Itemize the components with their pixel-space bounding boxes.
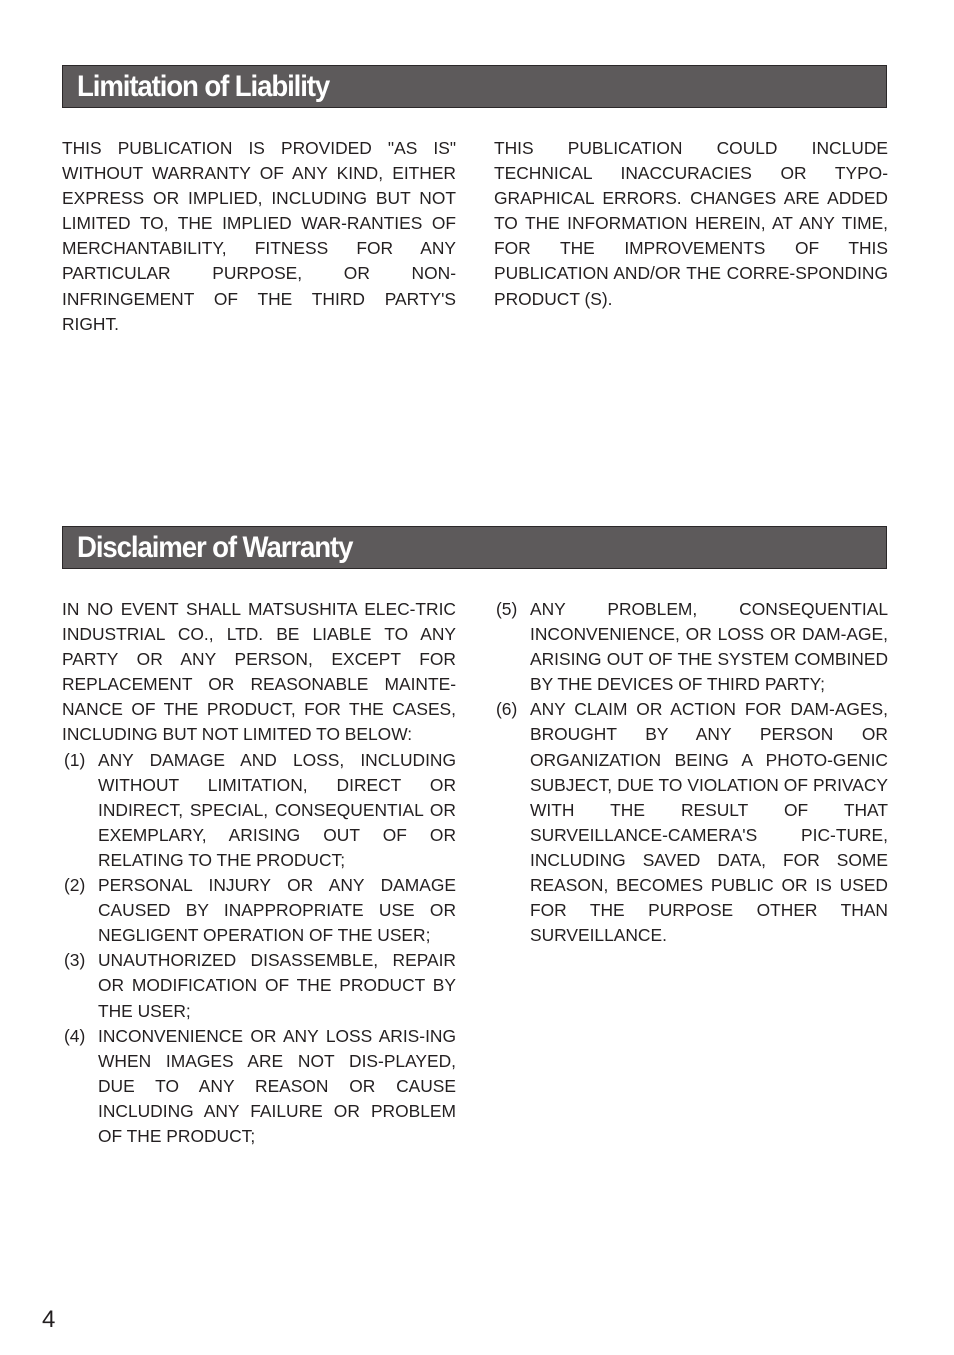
warranty-intro: IN NO EVENT SHALL MATSUSHITA ELEC-TRIC INDUSTRIAL CO., LTD. BE LIABLE TO ANY PARTY OR ANY PERSON, EXCEPT FOR REPLACEMENT OR REASONABLE MAINTE-NANCE OF THE PRODUCT, FOR THE CASES, INCLUDING BUT NOT LIMITED TO BELOW: bbox=[62, 599, 456, 745]
list-item bbox=[62, 1024, 456, 1149]
list-item-number: (4) bbox=[64, 1025, 86, 1046]
list-item bbox=[494, 697, 888, 948]
liability-right-column bbox=[494, 136, 888, 312]
list-item-number: (5) bbox=[496, 599, 518, 619]
list-item bbox=[494, 597, 888, 697]
warranty-list-left bbox=[62, 748, 456, 1150]
warranty-header-bar bbox=[62, 526, 887, 569]
list-item bbox=[62, 948, 456, 1023]
list-item bbox=[62, 748, 456, 873]
list-item-text: PERSONAL INJURY OR ANY DAMAGE CAUSED BY INAPPROPRIATE USE OR NEGLIGENT OPERATION OF THE USER; bbox=[98, 875, 456, 946]
warranty-list-right bbox=[494, 597, 888, 948]
list-item-number: (6) bbox=[496, 699, 518, 720]
list-item-text: ANY PROBLEM, CONSEQUENTIAL INCONVENIENCE, OR LOSS OR DAM-AGE, ARISING OUT OF THE SYSTEM COMBINED BY THE DEVICES OF THIRD PARTY; bbox=[530, 599, 888, 695]
page-number: 4 bbox=[42, 1306, 56, 1333]
list-item-number: (2) bbox=[64, 875, 86, 896]
liability-left-text: THIS PUBLICATION IS PROVIDED "AS IS" WITHOUT WARRANTY OF ANY KIND, EITHER EXPRESS OR IMPLIED, INCLUDING BUT NOT LIMITED TO, THE IMPLIED WAR-RANTIES OF MERCHANTABILITY, FITNESS FOR ANY PARTICULAR PURPOSE, OR NON-INFRINGEMENT OF THE THIRD PARTY'S RIGHT. bbox=[62, 138, 456, 334]
warranty-left-column bbox=[62, 597, 456, 1149]
list-item-text: ANY CLAIM OR ACTION FOR DAM-AGES, BROUGHT BY ANY PERSON OR ORGANIZATION BEING A PHOTO-GENIC SUBJECT, DUE TO VIOLATION OF PRIVACY WITH THE RESULT OF THAT SURVEILLANCE-CAMERA'S PIC-TURE, INCLUDING SAVED DATA, FOR SOME REASON, BECOMES PUBLIC OR IS USED FOR THE PURPOSE OTHER THAN SURVEILLANCE. bbox=[530, 699, 888, 946]
list-item-text: UNAUTHORIZED DISASSEMBLE, REPAIR OR MODIFICATION OF THE PRODUCT BY THE USER; bbox=[98, 950, 456, 1021]
liability-left-column bbox=[62, 136, 456, 337]
liability-header-bar bbox=[62, 65, 887, 108]
list-item-text: ANY DAMAGE AND LOSS, INCLUDING WITHOUT LIMITATION, DIRECT OR INDIRECT, SPECIAL, CONSEQUENTIAL OR EXEMPLARY, ARISING OUT OF OR RELATING TO THE PRODUCT; bbox=[98, 749, 456, 870]
list-item-number: (3) bbox=[64, 950, 86, 971]
liability-right-text: THIS PUBLICATION COULD INCLUDE TECHNICAL INACCURACIES OR TYPO-GRAPHICAL ERRORS. CHANGES ARE ADDED TO THE INFORMATION HEREIN, AT ANY TIME, FOR THE IMPROVEMENTS OF THIS PUBLICATION AND/OR THE CORRE-SPONDING PRODUCT (S). bbox=[494, 138, 888, 309]
list-item bbox=[62, 873, 456, 948]
warranty-right-column bbox=[494, 597, 888, 948]
liability-title: Limitation of Liability bbox=[77, 70, 330, 103]
list-item-number: (1) bbox=[64, 749, 86, 770]
warranty-title: Disclaimer of Warranty bbox=[77, 531, 353, 564]
list-item-text: INCONVENIENCE OR ANY LOSS ARIS-ING WHEN IMAGES ARE NOT DIS-PLAYED, DUE TO ANY REASON OR CAUSE INCLUDING ANY FAILURE OR PROBLEM OF THE PRODUCT; bbox=[98, 1025, 456, 1146]
